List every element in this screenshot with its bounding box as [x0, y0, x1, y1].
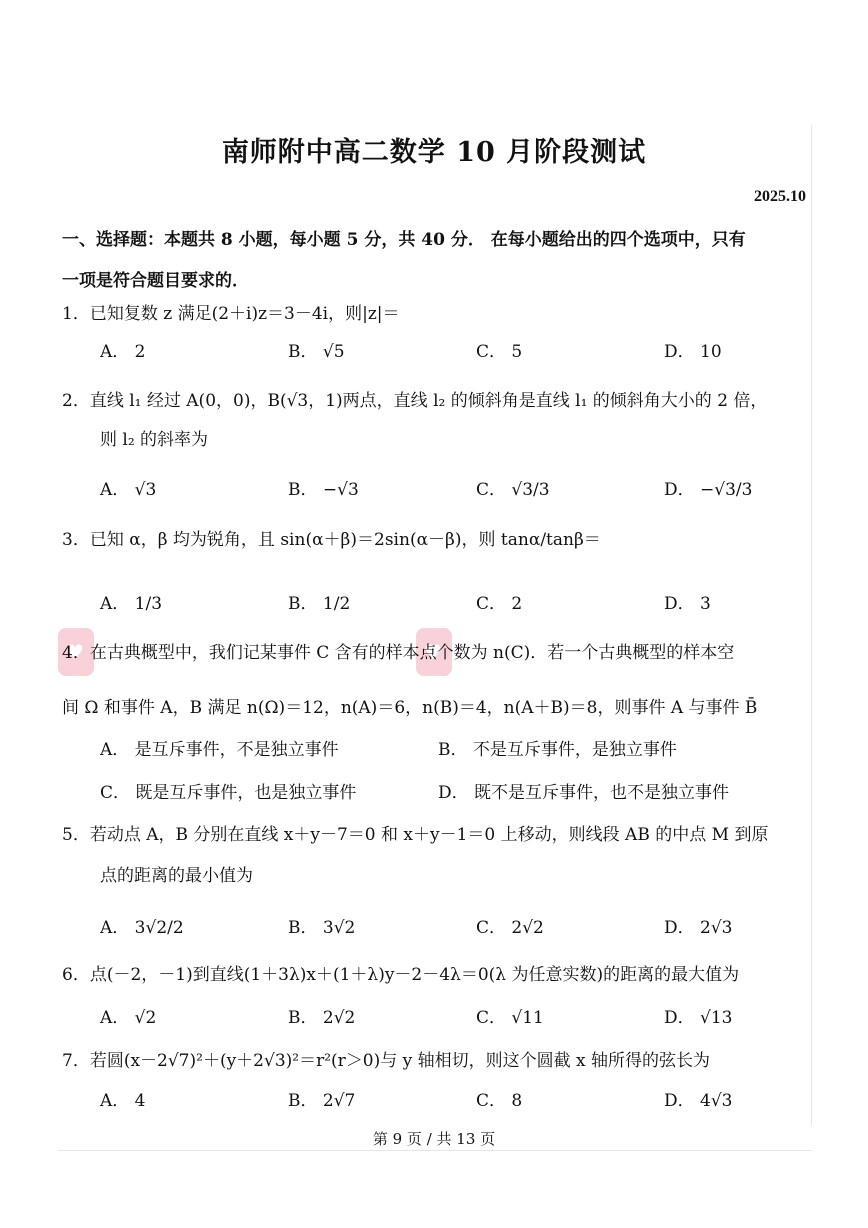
question-2-stem-line1: 2．直线 l₁ 经过 A(0，0)，B(√3，1)两点，直线 l₂ 的倾斜角是直线 l₁ 的倾斜角大小的 2 倍， [62, 391, 768, 411]
page-edge-right [811, 125, 812, 1125]
question-4-option-d: D． 既不是互斥事件，也不是独立事件 [438, 783, 730, 803]
question-7-option-d: D． 4√3 [664, 1091, 733, 1111]
page-footer: 第 9 页 / 共 13 页 [372, 1130, 496, 1148]
question-6-option-b: B． 2√2 [288, 1008, 356, 1028]
question-3-option-c: C． 2 [476, 594, 523, 614]
section-heading-line2: 一项是符合题目要求的． [62, 271, 249, 291]
question-4-stem-line1: 4．在古典概型中，我们记某事件 C 含有的样本点个数为 n(C)．若一个古典概型的样本空 [62, 643, 735, 663]
exam-date: 2025.10 [754, 188, 806, 205]
question-3-stem: 3．已知 α，β 均为锐角，且 sin(α＋β)＝2sin(α－β)，则 tanα/tanβ＝ [62, 530, 601, 550]
question-4-option-a: A． 是互斥事件，不是独立事件 [100, 740, 339, 760]
question-5-option-c: C． 2√2 [476, 918, 544, 938]
question-3-option-d: D． 3 [664, 594, 711, 614]
question-3-option-a: A． 1/3 [100, 594, 163, 614]
question-6-option-d: D． √13 [664, 1008, 733, 1028]
question-5-option-b: B． 3√2 [288, 918, 356, 938]
question-7-option-b: B． 2√7 [288, 1091, 356, 1111]
question-1-option-d: D． 10 [664, 342, 722, 362]
question-2-option-b: B． −√3 [288, 480, 359, 500]
question-2-option-d: D． −√3/3 [664, 480, 753, 500]
question-5-stem-line1: 5．若动点 A，B 分别在直线 x＋y－7＝0 和 x＋y－1＝0 上移动，则线段 AB 的中点 M 到原 [62, 825, 769, 845]
page-edge-bottom [58, 1150, 812, 1151]
question-5-stem-line2: 点的距离的最小值为 [100, 866, 253, 886]
question-2-option-a: A． √3 [100, 480, 157, 500]
question-1-option-a: A． 2 [100, 342, 146, 362]
question-2-stem-line2: 则 l₂ 的斜率为 [100, 430, 209, 450]
question-7-stem: 7．若圆(x－2√7)²＋(y＋2√3)²＝r²(r＞0)与 y 轴相切，则这个圆截 x 轴所得的弦长为 [62, 1051, 711, 1071]
question-2-option-c: C． √3/3 [476, 480, 550, 500]
question-1-stem: 1．已知复数 z 满足(2＋i)z＝3－4i，则|z|＝ [62, 304, 400, 324]
question-6-option-c: C． √11 [476, 1008, 544, 1028]
question-4-option-b: B． 不是互斥事件，是独立事件 [438, 740, 677, 760]
section-heading-line1: 一、选择题：本题共 8 小题，每小题 5 分，共 40 分． 在每小题给出的四个选项中，只有 [62, 230, 746, 250]
question-3-option-b: B． 1/2 [288, 594, 351, 614]
question-6-option-a: A． √2 [100, 1008, 157, 1028]
question-1-option-c: C． 5 [476, 342, 523, 362]
question-7-option-c: C． 8 [476, 1091, 523, 1111]
question-6-stem: 6．点(－2，－1)到直线(1＋3λ)x＋(1＋λ)y－2－4λ＝0(λ 为任意实数)的距离的最大值为 [62, 965, 740, 985]
question-7-option-a: A． 4 [100, 1091, 146, 1111]
question-5-option-a: A． 3√2/2 [100, 918, 184, 938]
exam-title: 南师附中高二数学 10 月阶段测试 [221, 137, 647, 168]
question-1-option-b: B． √5 [288, 342, 345, 362]
question-5-option-d: D． 2√3 [664, 918, 733, 938]
question-4-stem-line2: 间 Ω 和事件 A，B 满足 n(Ω)＝12，n(A)＝6，n(B)＝4，n(A＋B)＝8，则事件 A 与事件 B̄ [62, 698, 758, 718]
question-4-option-c: C． 既是互斥事件，也是独立事件 [100, 783, 357, 803]
